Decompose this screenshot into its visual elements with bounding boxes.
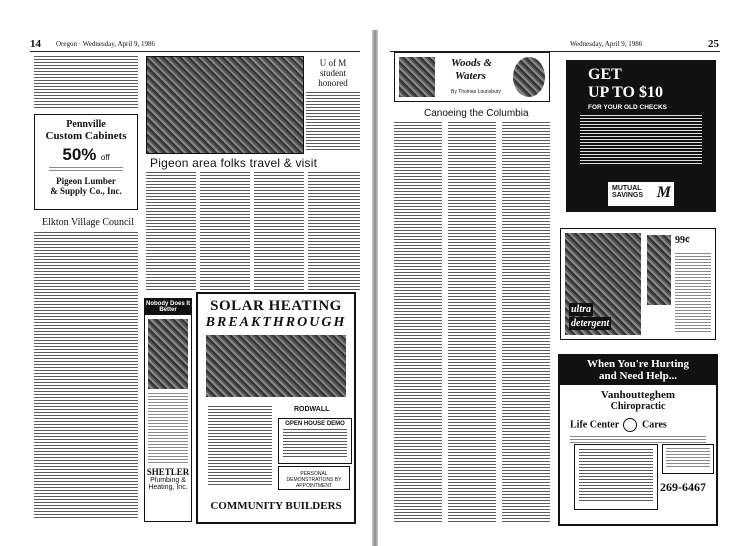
solar-brand: RODWALL <box>294 406 330 413</box>
chiro-hours-text <box>579 449 653 503</box>
chiro-life1: Life Center <box>570 419 619 431</box>
detergent-product2: detergent <box>571 318 610 329</box>
chiro-banner-line1: When You're Hurting <box>586 358 690 370</box>
detergent-product1: ultra <box>571 304 592 315</box>
solar-title: SOLAR HEATING <box>210 298 342 314</box>
detergent-fineprint <box>675 253 711 333</box>
chiro-banner <box>560 356 716 385</box>
meeting-photo <box>146 56 304 154</box>
chiro-life-center <box>570 418 716 432</box>
woods-waters-illustration <box>399 57 435 97</box>
mutual-savings-logo <box>608 182 674 206</box>
shetler-text <box>148 393 188 463</box>
chiro-banner-line2: and Need Help... <box>599 370 677 382</box>
woods-waters-title2: Waters <box>455 70 486 82</box>
shetler-plumbing-ad <box>144 298 192 522</box>
shetler-sub1: Plumbing & <box>150 477 186 484</box>
checks-line2: UP TO $10 <box>588 84 663 101</box>
right-page-number: 25 <box>708 38 719 50</box>
woods-waters-title1: Woods & <box>451 57 493 69</box>
mutual-savings-emblem: M <box>656 184 671 201</box>
chiro-life2: Cares <box>641 419 667 431</box>
shetler-name: SHETLER <box>146 467 190 477</box>
solar-house-image <box>206 335 346 397</box>
checks-copy <box>580 115 702 165</box>
pigeon-col-3 <box>254 172 304 290</box>
columnist-portrait <box>513 57 545 97</box>
right-page-header: Wednesday, April 9, 1986 <box>570 40 643 48</box>
photo-caption-headline: U of M student honored <box>318 58 348 88</box>
left-page-number: 14 <box>30 38 41 50</box>
elkton-article-text <box>34 232 138 518</box>
chiro-call-text <box>666 448 710 468</box>
pennville-discount: 50% <box>62 145 97 164</box>
left-column-text-top <box>34 56 138 108</box>
open-house-box <box>278 418 352 464</box>
canoe-col-1 <box>394 122 442 522</box>
open-house-label: OPEN HOUSE DEMO <box>285 421 345 427</box>
open-house-details <box>283 429 347 457</box>
chiro-call-box <box>662 444 714 474</box>
chiro-logo-icon <box>623 418 637 432</box>
woods-waters-byline: By Thomas Lounsbury <box>451 89 501 95</box>
detergent-price: 99¢ <box>675 235 690 246</box>
shetler-sub2: Heating, Inc. <box>148 484 188 491</box>
detergent-bottle-image <box>647 235 671 305</box>
pennville-title: Pennville <box>66 119 106 130</box>
checks-line1: GET <box>588 66 622 83</box>
chiro-name2: Chiropractic <box>610 401 666 412</box>
canoe-col-3 <box>502 122 550 522</box>
chiro-hours-box <box>574 444 658 510</box>
solar-footer: COMMUNITY BUILDERS <box>210 500 342 512</box>
canoe-col-2 <box>448 122 496 522</box>
chiro-tagline <box>570 436 706 444</box>
mutual-savings-name1: MUTUAL <box>612 185 642 192</box>
chiro-phone: 269-6467 <box>660 480 706 494</box>
left-page-header: Oregon · Wednesday, April 9, 1986 <box>56 40 155 48</box>
mutual-savings-name2: SAVINGS <box>612 192 643 199</box>
solar-demo-note: PERSONAL DEMONSTRATIONS BY APPOINTMENT <box>278 466 350 490</box>
pennville-subtitle: Custom Cabinets <box>45 130 127 142</box>
pigeon-col-1 <box>146 172 196 290</box>
pigeon-col-4 <box>308 172 360 290</box>
shetler-truck-image <box>148 319 188 389</box>
pennville-fineprint <box>49 167 123 172</box>
left-header-rule <box>30 51 360 52</box>
solar-subtitle: BREAKTHROUGH <box>205 315 347 330</box>
pigeon-col-2 <box>200 172 250 290</box>
mutual-savings-checks-ad <box>566 60 716 212</box>
pennville-dealer-sub: & Supply Co., Inc. <box>50 186 122 196</box>
woods-waters-header <box>394 52 550 102</box>
pennville-dealer: Pigeon Lumber <box>56 176 116 186</box>
pennville-cabinets-ad <box>34 114 138 210</box>
chiropractic-ad <box>558 354 718 526</box>
chiro-name1: Vanhoutteghem <box>600 389 676 401</box>
solar-copy <box>208 406 272 486</box>
canoeing-headline: Canoeing the Columbia <box>424 108 529 119</box>
photo-caption-text <box>306 92 360 152</box>
pennville-discount-suffix: off <box>100 153 110 162</box>
solar-heating-ad <box>196 292 356 524</box>
detergent-ad <box>560 228 716 340</box>
elkton-headline: Elkton Village Council <box>42 217 134 228</box>
page-gutter <box>372 30 378 546</box>
shetler-top-banner: Nobody Does It Better <box>145 301 190 313</box>
checks-line3: FOR YOUR OLD CHECKS <box>588 104 667 111</box>
pigeon-headline: Pigeon area folks travel & visit <box>150 156 318 170</box>
